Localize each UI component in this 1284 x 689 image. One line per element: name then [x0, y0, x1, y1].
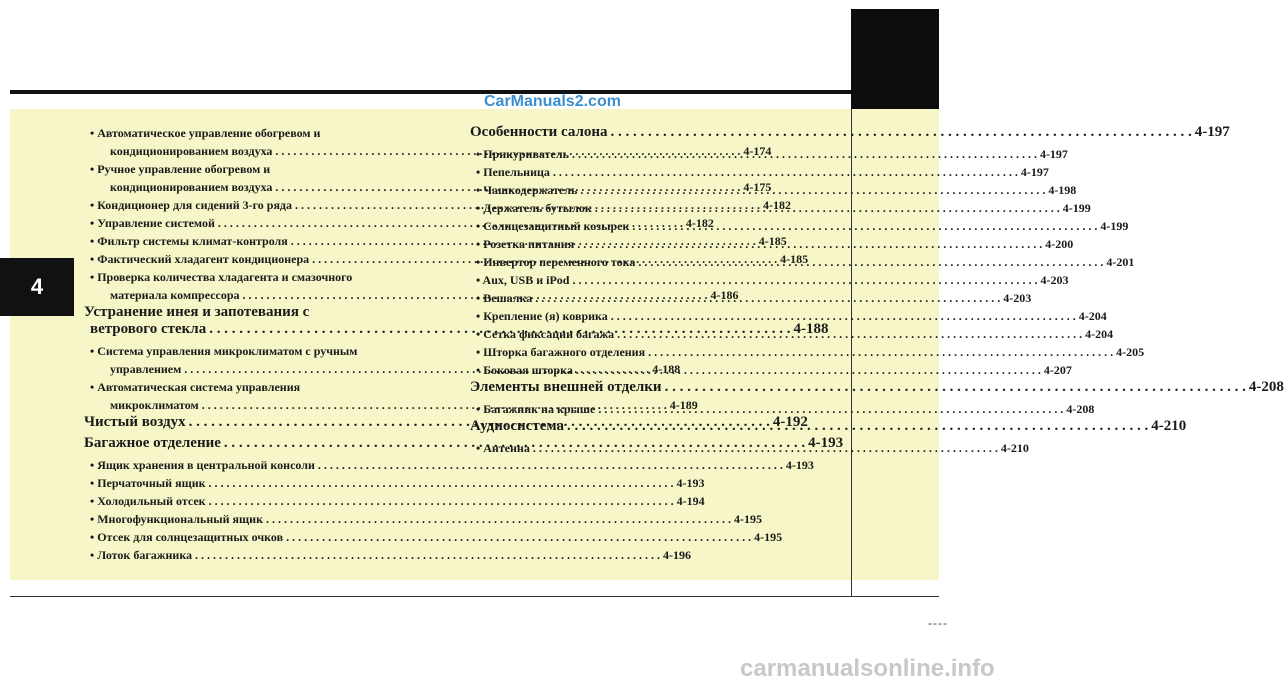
dot-leader [286, 528, 751, 546]
dot-leader [318, 456, 783, 474]
toc-entry-row [476, 325, 1114, 343]
header-black-tab [851, 9, 939, 109]
toc-page-number: 4-208 [1248, 379, 1284, 395]
toc-entry-text: • Вешалка [476, 291, 533, 305]
dot-leader [617, 325, 1082, 343]
dot-leader [580, 181, 1045, 199]
toc-entry-text: • Шторка багажного отделения [476, 345, 646, 359]
toc-item[interactable] [84, 510, 762, 528]
toc-item[interactable] [84, 528, 783, 546]
toc-item[interactable] [470, 400, 1095, 418]
toc-entry-text: материала компрессора [110, 288, 240, 302]
toc-entry-row [90, 528, 783, 546]
toc-item[interactable] [470, 199, 1091, 217]
toc-page-number: 4-197 [1039, 147, 1068, 161]
toc-entry-text: • Фильтр системы климат-контроля [90, 234, 288, 248]
toc-section[interactable] [470, 418, 1187, 439]
toc-entry-row [476, 235, 1074, 253]
toc-section[interactable] [470, 379, 1284, 400]
toc-entry-row [476, 217, 1129, 235]
toc-entry-text: Устранение инея и запотевания с [84, 304, 310, 320]
toc-entry-row [90, 492, 705, 510]
toc-page-number: 4-195 [734, 512, 762, 526]
toc-page-number: 4-189 [669, 398, 698, 412]
toc-entry-text: • Чашкодержатель [476, 183, 578, 197]
toc-entry-text: • Фактический хладагент кондиционера [90, 252, 310, 266]
toc-page-number: 4-182 [763, 198, 792, 212]
toc-item[interactable] [470, 325, 1114, 343]
toc-entry-text: кондиционированием воздуха [110, 180, 273, 194]
dot-leader [611, 124, 1192, 141]
toc-item[interactable] [470, 271, 1069, 289]
toc-entry-text: • Многофункциональный ящик [90, 512, 263, 526]
toc-page-number: 4-197 [1194, 124, 1230, 140]
toc-page-number: 4-203 [1003, 291, 1032, 305]
toc-item[interactable] [470, 235, 1074, 253]
toc-page-number: 4-199 [1062, 201, 1091, 215]
toc-item[interactable] [470, 217, 1129, 235]
toc-entry-row [476, 361, 1072, 379]
dot-leader [195, 546, 660, 564]
toc-entry-text: • Сетка фиксации багажа [476, 327, 615, 341]
dot-leader [648, 343, 1113, 361]
toc-item[interactable] [470, 289, 1032, 307]
toc-entry-text: • Прикуриватель [476, 147, 569, 161]
toc-entry-row [476, 289, 1032, 307]
toc-page-number: 4-185 [758, 234, 787, 248]
toc-item[interactable] [470, 361, 1072, 379]
toc-page-number: 4-196 [663, 548, 692, 562]
toc-entry-row [476, 181, 1077, 199]
toc-entry-row [470, 124, 1230, 145]
toc-entry-text: • Розетка питания [476, 237, 575, 251]
toc-entry-text: Багажное отделение [84, 435, 221, 451]
page-marker: ---- [928, 616, 948, 630]
toc-page-number: 4-193 [808, 435, 844, 451]
dot-leader [572, 271, 1037, 289]
toc-page-number: 4-193 [785, 458, 814, 472]
toc-entry-text: Чистый воздух [84, 414, 186, 430]
toc-entry-text: ветрового стекла [90, 321, 207, 337]
toc-entry-row [476, 145, 1068, 163]
toc-entry-text: • Пепельница [476, 165, 550, 179]
toc-page-number: 4-192 [772, 414, 808, 430]
toc-page-number: 4-210 [1000, 441, 1029, 455]
dot-leader [266, 510, 731, 528]
toc-page-number: 4-199 [1100, 219, 1129, 233]
toc-page-number: 4-186 [710, 288, 739, 302]
toc-page-number: 4-182 [685, 216, 714, 230]
dot-leader [209, 492, 674, 510]
toc-entry-text: Элементы внешней отделки [470, 379, 662, 395]
toc-entry-text: • Отсек для солнцезащитных очков [90, 530, 284, 544]
toc-section[interactable] [470, 124, 1230, 145]
dot-leader [533, 439, 998, 457]
toc-entry-text: управлением [110, 362, 182, 376]
toc-page-number: 4-203 [1040, 273, 1069, 287]
dot-leader [567, 418, 1148, 435]
toc-page-number: 4-208 [1066, 402, 1095, 416]
toc-entry-text: • Инвертор переменного тока [476, 255, 636, 269]
toc-entry-text: • Лоток багажника [90, 548, 193, 562]
toc-entry-text: микроклиматом [110, 398, 199, 412]
dot-leader [665, 379, 1246, 396]
dot-leader [577, 235, 1042, 253]
toc-entry-text: • Кондиционер для сидений 3-го ряда [90, 198, 293, 212]
toc-page-number: 4-175 [743, 180, 772, 194]
toc-entry-row [476, 343, 1145, 361]
toc-entry-text: • Боковая шторка [476, 363, 573, 377]
toc-entry-row [470, 418, 1187, 439]
toc-page-number: 4-207 [1043, 363, 1072, 377]
watermark-top[interactable]: CarManuals2.com [484, 93, 621, 110]
toc-item[interactable] [84, 456, 814, 474]
toc-page-number: 4-204 [1085, 327, 1114, 341]
dot-leader [572, 145, 1037, 163]
toc-entry-row [476, 163, 1049, 181]
toc-page-number: 4-194 [676, 494, 705, 508]
toc-page-number: 4-195 [754, 530, 783, 544]
toc-entry-text: • Держатель бутылок [476, 201, 592, 215]
toc-entry-text: • Багажник на крыше [476, 402, 596, 416]
toc-page-number: 4-174 [743, 144, 772, 158]
toc-item[interactable] [84, 474, 705, 492]
toc-item[interactable] [84, 546, 692, 564]
toc-item[interactable] [470, 145, 1068, 163]
watermark-bottom[interactable]: carmanualsonline.info [740, 655, 995, 682]
toc-entry-row [476, 400, 1095, 418]
toc-entry-text: кондиционированием воздуха [110, 144, 273, 158]
toc-item[interactable] [470, 163, 1049, 181]
toc-entry-row [90, 546, 692, 564]
dot-leader [209, 474, 674, 492]
toc-page-number: 4-204 [1078, 309, 1107, 323]
toc-entry-text: • Управление системой [90, 216, 215, 230]
toc-item[interactable] [470, 307, 1107, 325]
toc-page-number: 4-210 [1151, 418, 1187, 434]
dot-leader [598, 400, 1063, 418]
dot-leader [553, 163, 1018, 181]
dot-leader [576, 361, 1041, 379]
toc-entry-row [476, 307, 1107, 325]
toc-entry-row [476, 199, 1091, 217]
dot-leader [632, 217, 1097, 235]
chapter-tab: 4 [0, 258, 74, 316]
toc-page-number: 4-197 [1020, 165, 1049, 179]
toc-item[interactable] [84, 492, 705, 510]
toc-entry-text: • Солнцезащитный козырек [476, 219, 630, 233]
toc-entry-text: • Ящик хранения в центральной консоли [90, 458, 315, 472]
dot-leader [595, 199, 1060, 217]
toc-entry-text: • Aux, USB и iPod [476, 273, 570, 287]
toc-page-number: 4-205 [1116, 345, 1145, 359]
toc-entry-text: Особенности салона [470, 124, 608, 140]
toc-entry-text: • Антенна [476, 441, 530, 455]
toc-entry-row [470, 379, 1284, 400]
toc-page-number: 4-188 [793, 321, 829, 337]
toc-entry-text: • Перчаточный ящик [90, 476, 206, 490]
toc-page-number: 4-198 [1048, 183, 1077, 197]
dot-leader [638, 253, 1103, 271]
toc-entry-row [476, 271, 1069, 289]
toc-page-number: 4-185 [780, 252, 809, 266]
toc-entry-text: • Ручное управление обогревом и [90, 162, 271, 176]
toc-entry-text: • Система управления микроклиматом с ручным [90, 344, 358, 358]
dot-leader [535, 289, 1000, 307]
dot-leader [611, 307, 1076, 325]
toc-page-number: 4-193 [676, 476, 705, 490]
header-rule [10, 90, 851, 94]
toc-entry-row [90, 474, 705, 492]
toc-entry-text: • Крепление (я) коврика [476, 309, 608, 323]
toc-entry-text: • Автоматическое управление обогревом и [90, 126, 321, 140]
toc-item[interactable] [470, 343, 1145, 361]
toc-entry-text: • Проверка количества хладагента и смазочного [90, 270, 353, 284]
toc-entry-text: • Холодильный отсек [90, 494, 206, 508]
toc-page-number: 4-188 [652, 362, 681, 376]
toc-item[interactable] [470, 253, 1135, 271]
toc-entry-text: • Автоматическая система управления [90, 380, 301, 394]
toc-entry-row [476, 253, 1135, 271]
toc-entry-row [90, 456, 814, 474]
toc-entry-text: Аудиосистема [470, 418, 564, 434]
toc-page-number: 4-201 [1106, 255, 1135, 269]
toc-entry-row [90, 510, 762, 528]
toc-page-number: 4-200 [1045, 237, 1074, 251]
footer-rule [10, 596, 939, 597]
toc-item[interactable] [470, 181, 1077, 199]
